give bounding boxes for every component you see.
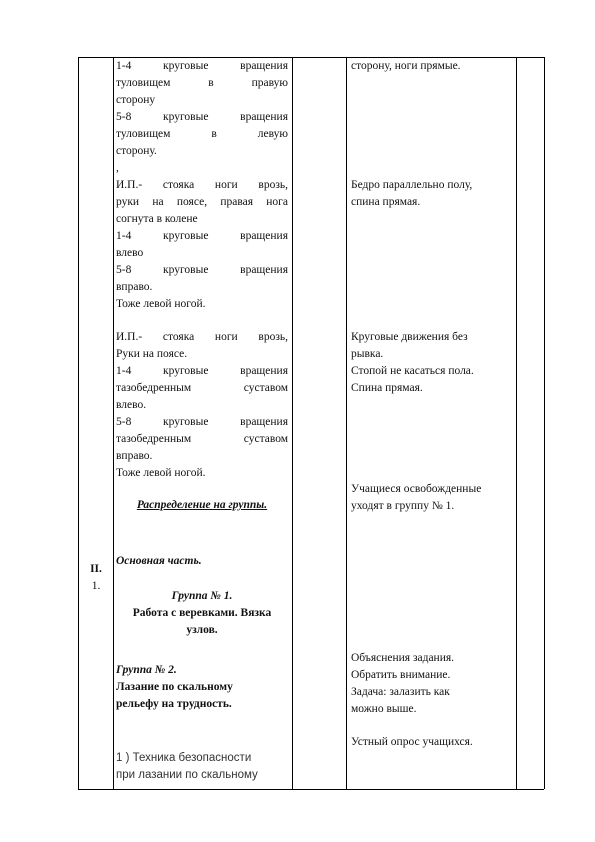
exercise-line: сторону (116, 94, 156, 106)
exercise-line: Тоже левой ногой. (116, 467, 206, 479)
column-border-3 (292, 57, 293, 789)
note-line: сторону, ноги прямые. (351, 60, 461, 72)
exercise-line: тазобедренным суставом (116, 382, 288, 394)
column-border-5 (516, 57, 517, 789)
main-part-heading (116, 553, 288, 570)
group-2-line: Лазание по скальному (116, 681, 233, 693)
exercise-block-3 (116, 329, 288, 482)
group-1-section (116, 588, 288, 639)
note-5 (351, 650, 511, 718)
column-border-1 (78, 57, 79, 789)
exercise-line: влево (116, 247, 144, 259)
note-6 (351, 734, 511, 751)
main-part-label: Основная часть. (116, 555, 202, 567)
note-line: Стопой не касаться пола. (351, 365, 474, 377)
note-line: Задача: залазить как (351, 686, 450, 698)
exercise-line: 5-8 круговые вращения (116, 111, 288, 123)
exercise-line: 1-4 круговые вращения (116, 365, 288, 377)
note-line: Круговые движения без (351, 331, 468, 343)
safety-line: при лазании по скальному (116, 769, 258, 781)
note-line: Обратить внимание. (351, 669, 451, 681)
note-line: уходят в группу № 1. (351, 500, 455, 512)
group-1-line: Работа с веревками. Вязка (132, 607, 272, 619)
column-border-2 (113, 57, 114, 789)
exercise-line: тазобедренным суставом (116, 433, 288, 445)
exercise-line: Руки на поясе. (116, 348, 188, 360)
exercise-line: 1-4 круговые вращения (116, 230, 288, 242)
exercise-line: И.П.- стояка ноги врозь, (116, 179, 288, 191)
group-2-title: Группа № 2. (116, 664, 177, 676)
exercise-line: Тоже левой ногой. (116, 298, 206, 310)
exercise-line: вправо. (116, 281, 153, 293)
exercise-line: 5-8 круговые вращения (116, 264, 288, 276)
note-line: Учащиеся освобожденные (351, 483, 482, 495)
exercise-block-1 (116, 58, 288, 177)
note-line: спина прямая. (351, 196, 421, 208)
note-line: можно выше. (351, 703, 417, 715)
note-line: Бедро параллельно полу, (351, 179, 473, 191)
exercise-line: туловищем в правую (116, 77, 288, 89)
exercise-line: туловищем в левую (116, 128, 288, 140)
exercise-line: сторону. (116, 145, 157, 157)
column-border-6 (544, 57, 545, 789)
exercise-line: руки на поясе, правая нога (116, 196, 288, 208)
column-border-4 (346, 57, 347, 789)
exercise-line: , (116, 162, 119, 174)
exercise-line: 1-4 круговые вращения (116, 60, 288, 72)
note-line: Устный опрос учащихся. (351, 736, 473, 748)
note-4 (351, 481, 511, 515)
note-2 (351, 177, 511, 211)
note-line: рывка. (351, 348, 384, 360)
safety-line: 1 ) Техника безопасности (116, 752, 252, 764)
safety-section (116, 750, 288, 784)
distribution-heading (116, 497, 288, 514)
table-bottom-border (78, 789, 544, 790)
section-number: II. (90, 563, 102, 575)
note-3 (351, 329, 511, 397)
group-1-title: Группа № 1. (171, 590, 233, 602)
item-number: 1. (91, 580, 101, 592)
exercise-block-2 (116, 177, 288, 313)
group-2-section (116, 662, 288, 713)
group-1-line: узлов. (186, 624, 218, 636)
note-line: Спина прямая. (351, 382, 423, 394)
exercise-line: влево. (116, 399, 147, 411)
exercise-line: 5-8 круговые вращения (116, 416, 288, 428)
exercise-line: И.П.- стояка ноги врозь, (116, 331, 288, 343)
exercise-line: вправо. (116, 450, 153, 462)
exercise-line: согнута в колене (116, 213, 198, 225)
group-2-line: рельефу на трудность. (116, 698, 232, 710)
note-1 (351, 58, 511, 75)
note-line: Объяснения задания. (351, 652, 455, 664)
distribution-label: Распределение на группы. (136, 499, 268, 511)
